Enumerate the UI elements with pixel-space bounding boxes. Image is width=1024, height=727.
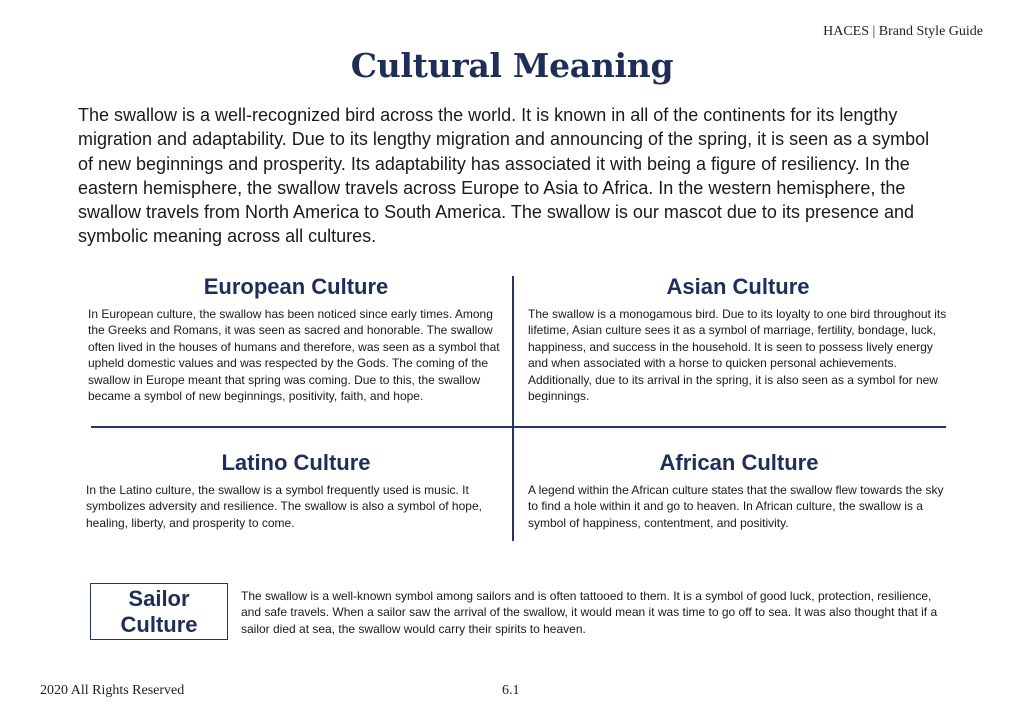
sailor-heading-line1: Sailor: [128, 585, 190, 611]
sailor-culture-body: The swallow is a well-known symbol among sailors and is often tattooed to them. It is a symbol of good luck, protection, resilience, and safe travels. When a sailor saw the arrival of the swallow, it would mean it was time to go off to sea. It was also thought that if a sailor died at sea, the swallow would carry their spirits to heaven.: [241, 589, 938, 636]
section-body: In the Latino culture, the swallow is a symbol frequently used is music. It symbolizes adversity and resilience. The swallow is also a symbol of hope, healing, liberty, and prosperity to come.: [86, 483, 482, 530]
section-european-culture: [88, 274, 504, 404]
page-title: Cultural Meaning: [350, 46, 674, 85]
document-label: HACES | Brand Style Guide: [823, 24, 983, 39]
section-body: The swallow is a monogamous bird. Due to its loyalty to one bird throughout its lifetime, Asian culture sees it as a symbol of marriage, fertility, bondage, luck, happiness, and success in the household. It is seen to possess lively energy and when associated with a horse to quicken personal achievements. Additionally, due to its arrival in the spring, it is also seen as a symbol for new beginnings.: [528, 307, 947, 404]
vertical-divider: [512, 276, 514, 541]
section-asian-culture: [528, 274, 948, 404]
section-african-culture: [528, 450, 950, 531]
footer-copyright: 2020 All Rights Reserved: [40, 683, 185, 698]
sailor-heading-line2: Culture: [120, 611, 198, 637]
intro-paragraph: The swallow is a well-recognized bird across the world. It is known in all of the continents for its lengthy migration and adaptability. Due to its lengthy migration and announcing of the spring, it is seen as a symbol of new beginnings and prosperity. Its adaptability has associated it with being a figure of resiliency. In the eastern hemisphere, the swallow travels across Europe to Asia to Africa. In the western hemisphere, the swallow travels from North America to South America. The swallow is our mascot due to its presence and symbolic meaning across all cultures.: [78, 105, 930, 247]
section-latino-culture: [86, 450, 506, 531]
section-body: In European culture, the swallow has been noticed since early times. Among the Greeks and Romans, it was seen as sacred and honorable. The swallow often lived in the houses of humans and therefore, was seen as a symbol that upheld domestic values and was respected by the Gods. The coming of the swallow in Europe meant that spring was coming. Due to this, the swallow became a symbol of new beginnings, positivity, faith, and hope.: [88, 307, 500, 404]
section-heading: African Culture: [659, 450, 819, 475]
sailor-culture-heading-box: [90, 583, 228, 640]
section-heading: Latino Culture: [221, 450, 371, 475]
footer-page-number: 6.1: [502, 683, 520, 698]
horizontal-divider: [91, 426, 946, 428]
section-heading: European Culture: [203, 274, 389, 299]
section-body: A legend within the African culture states that the swallow flew towards the sky to find a hole within it and go to heaven. In African culture, the swallow is a symbol of happiness, contentment, and positivity.: [528, 483, 944, 530]
section-heading: Asian Culture: [666, 274, 810, 299]
